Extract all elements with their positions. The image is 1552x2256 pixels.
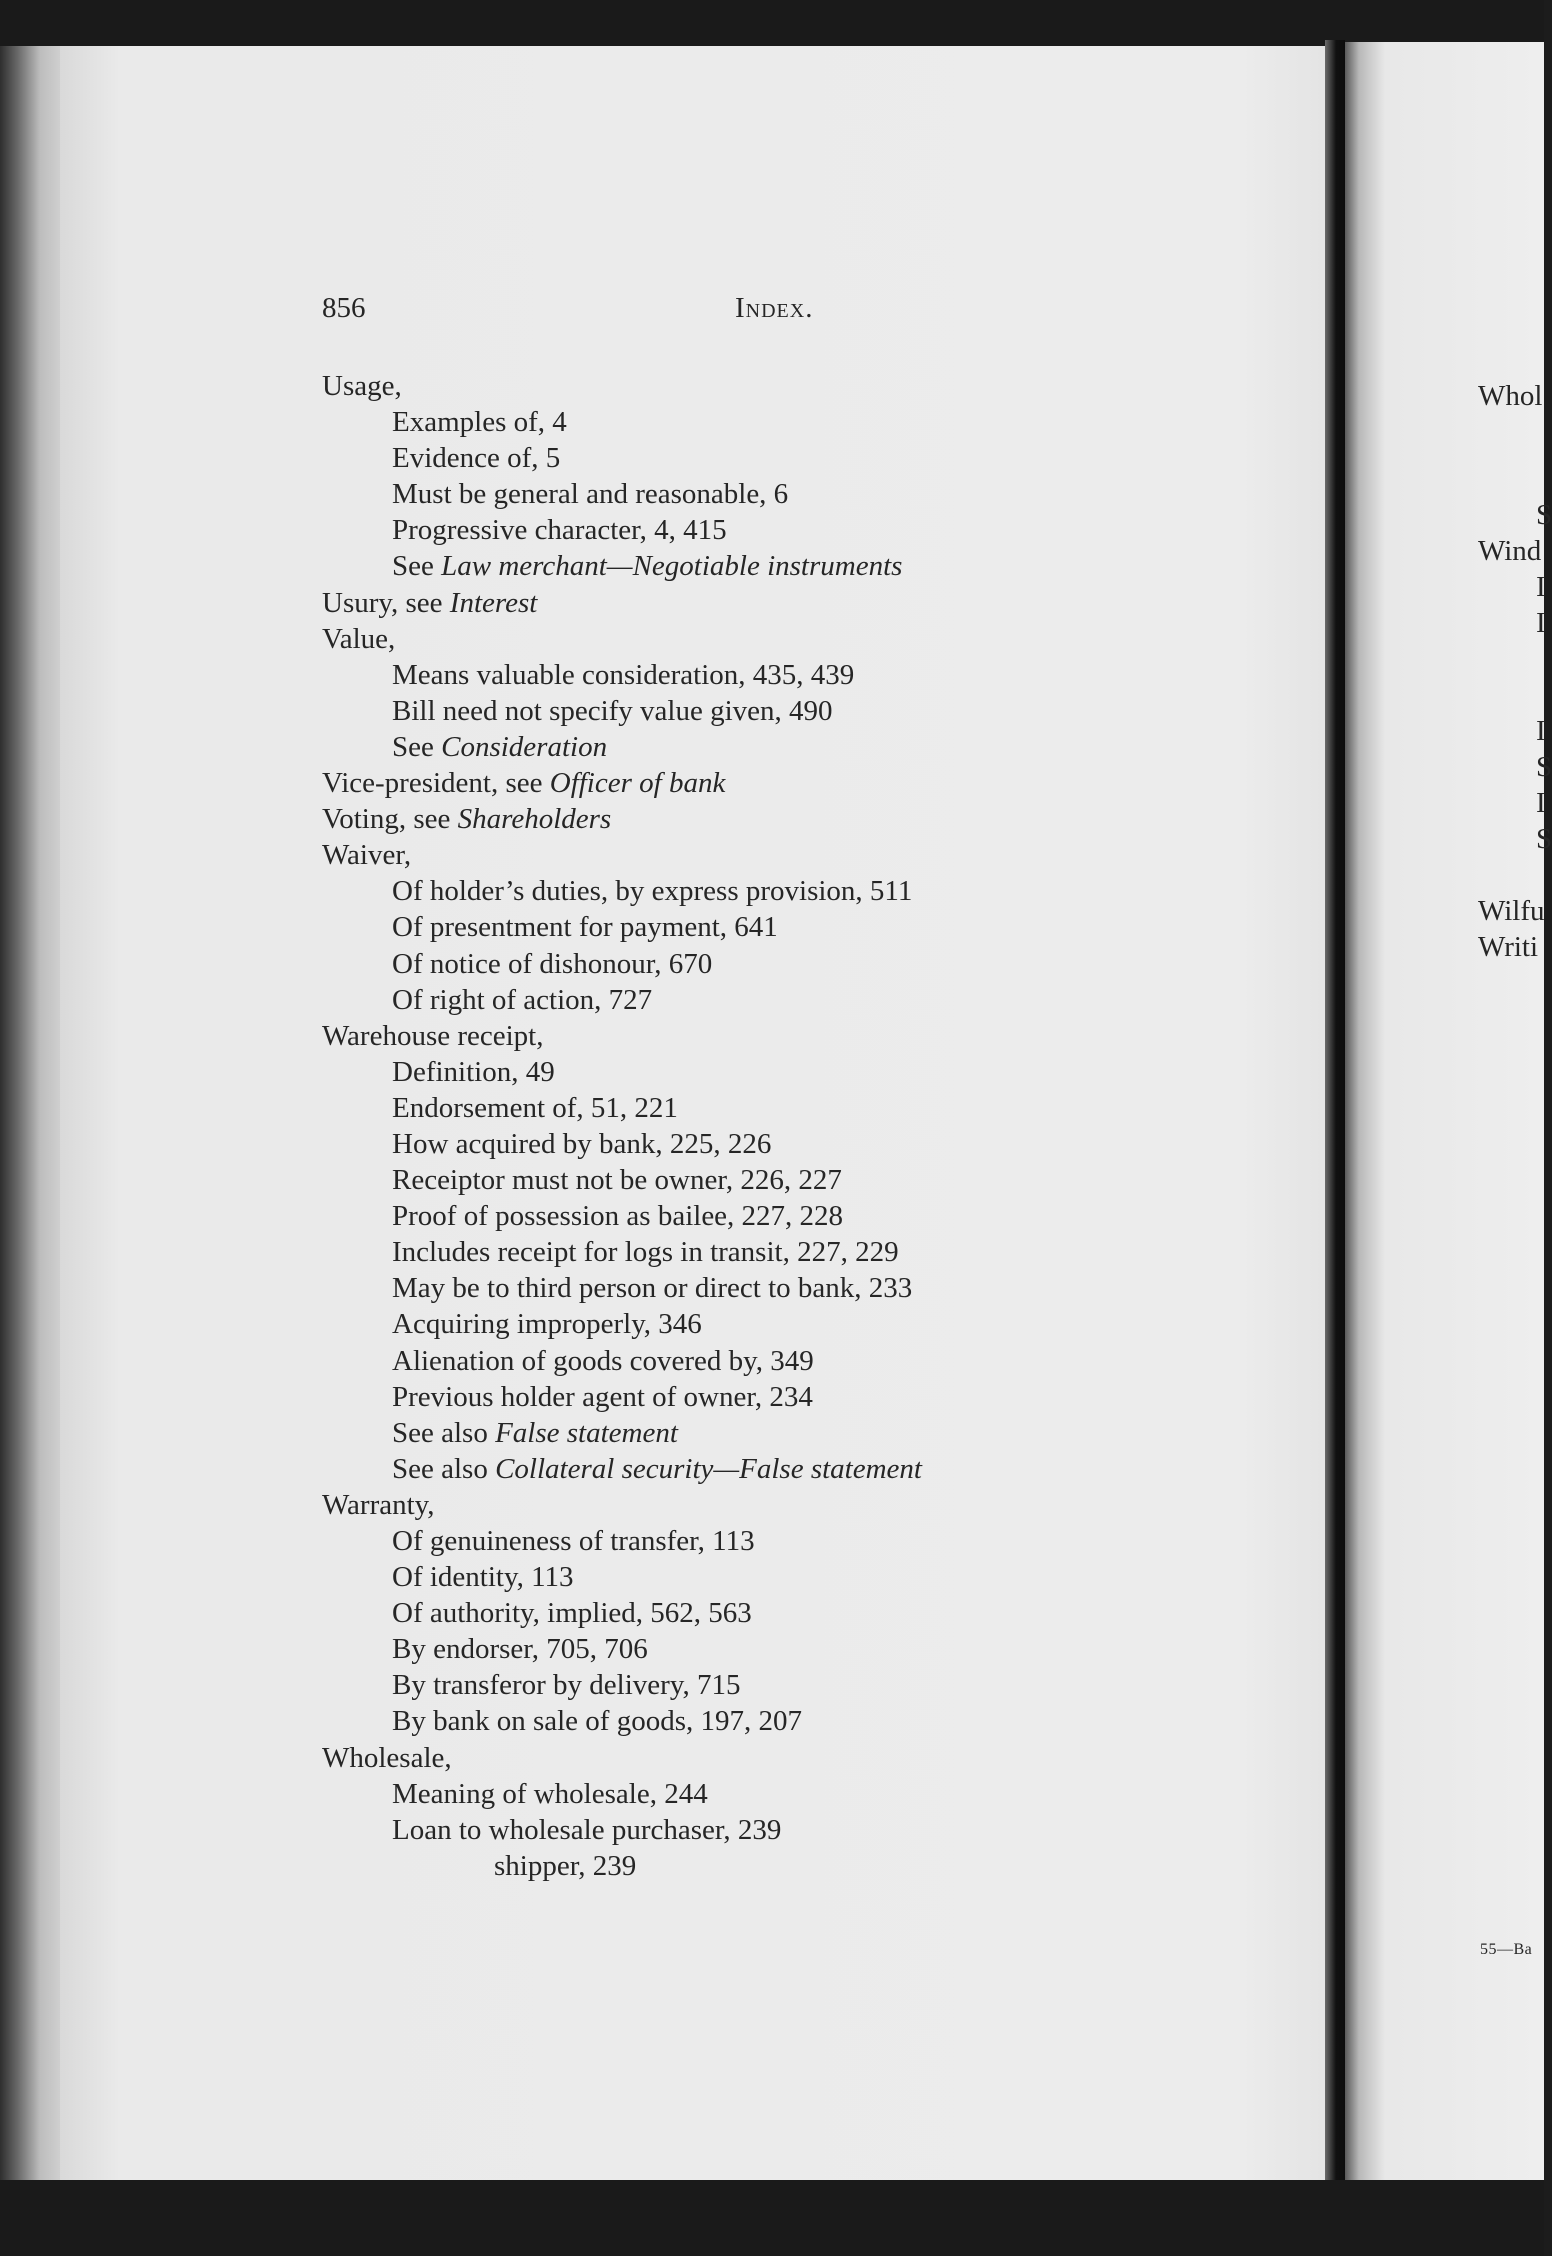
index-subentry	[322, 1595, 922, 1631]
entry-text: Voting, see	[322, 803, 458, 836]
index-subentry	[322, 1703, 922, 1739]
facing-page-fragment: Whol	[1478, 380, 1543, 412]
index-subentry	[322, 404, 922, 440]
index-heading	[322, 621, 922, 657]
entry-text: Includes receipt for logs in transit, 227, 229	[392, 1236, 899, 1269]
index-subentry	[322, 1126, 922, 1162]
cross-reference: Officer of bank	[549, 767, 726, 800]
cross-reference: Law merchant—Negotiable instruments	[441, 550, 903, 583]
index-subentry	[322, 440, 922, 476]
entry-text: Alienation of goods covered by, 349	[392, 1344, 814, 1377]
index-heading	[322, 368, 922, 404]
facing-page-fragments	[1478, 0, 1552, 2256]
index-subentry	[322, 1270, 922, 1306]
entry-text: Progressive character, 4, 415	[392, 514, 727, 547]
entry-text: Of holder’s duties, by express provision, 511	[392, 875, 913, 908]
facing-page-fragment: I	[1536, 571, 1546, 603]
entry-text: Warehouse receipt,	[322, 1019, 544, 1052]
index-subentry	[322, 1559, 922, 1595]
index-subentry	[322, 1234, 922, 1270]
index-subentry	[322, 1162, 922, 1198]
entry-text: Vice-president, see	[322, 767, 550, 800]
cross-reference: Interest	[449, 586, 538, 619]
index-subentry	[322, 1379, 922, 1415]
index-heading	[322, 1487, 922, 1523]
scanner-bottom-border	[0, 2180, 1544, 2256]
facing-page-fragment: 55—Ba	[1480, 1941, 1533, 1958]
entry-text: Proof of possession as bailee, 227, 228	[392, 1200, 844, 1233]
entry-text: Of notice of dishonour, 670	[392, 947, 713, 980]
entry-text: By endorser, 705, 706	[392, 1633, 648, 1666]
entry-text: How acquired by bank, 225, 226	[392, 1127, 772, 1160]
entry-text: See	[392, 730, 442, 763]
entry-text: Definition, 49	[392, 1055, 555, 1088]
entry-text: Bill need not specify value given, 490	[392, 694, 833, 727]
index-heading	[322, 1740, 922, 1776]
entry-text: See also	[392, 1452, 496, 1485]
index-subentry	[322, 1090, 922, 1126]
facing-page-fragment: S	[1536, 751, 1552, 783]
index-subentry	[322, 1198, 922, 1234]
index-subentry	[322, 1667, 922, 1703]
facing-page-fragment: S	[1536, 823, 1552, 855]
index-subentry	[322, 693, 922, 729]
entry-text: Value,	[322, 622, 396, 655]
index-heading	[322, 585, 922, 621]
entry-text: Acquiring improperly, 346	[392, 1308, 702, 1341]
index-heading	[322, 765, 922, 801]
cross-reference: Consideration	[441, 730, 608, 763]
entry-text: Usury, see	[322, 586, 450, 619]
scanner-top-border	[0, 0, 1544, 46]
entry-text: See	[392, 550, 442, 583]
entry-text: By transferor by delivery, 715	[392, 1669, 741, 1702]
entry-text: Receiptor must not be owner, 226, 227	[392, 1164, 842, 1197]
entry-text: Warranty,	[322, 1488, 435, 1521]
index-subentry	[322, 657, 922, 693]
index-subentry	[322, 729, 922, 765]
running-title: Index.	[735, 292, 814, 324]
index-subentry	[322, 909, 922, 945]
facing-page-fragment: I	[1536, 607, 1546, 639]
entry-text: Previous holder agent of owner, 234	[392, 1380, 813, 1413]
entry-text: Wholesale,	[322, 1741, 452, 1774]
entry-text: Meaning of wholesale, 244	[392, 1777, 708, 1810]
index-subentry	[322, 1343, 922, 1379]
entry-text: Of identity, 113	[392, 1561, 574, 1594]
facing-page-fragment: S	[1536, 499, 1552, 531]
entry-text: Examples of, 4	[392, 406, 567, 439]
entry-text: May be to third person or direct to bank, 233	[392, 1272, 913, 1305]
index-subentry	[322, 1812, 922, 1848]
index-subentry	[322, 873, 922, 909]
entry-text: Of right of action, 727	[392, 983, 653, 1016]
index-subentry	[322, 1415, 922, 1451]
index-subentry	[322, 982, 922, 1018]
index-subentry	[322, 1306, 922, 1342]
index-entries	[322, 368, 922, 1884]
index-subentry	[322, 1451, 922, 1487]
entry-text: Means valuable consideration, 435, 439	[392, 658, 855, 691]
entry-text: By bank on sale of goods, 197, 207	[392, 1705, 802, 1738]
cross-reference: Shareholders	[457, 803, 612, 836]
entry-text: Endorsement of, 51, 221	[392, 1091, 678, 1124]
entry-text: shipper, 239	[494, 1849, 637, 1882]
entry-text: Of presentment for payment, 641	[392, 911, 778, 944]
entry-text: Evidence of, 5	[392, 442, 561, 475]
index-subentry	[322, 548, 922, 584]
index-heading	[322, 801, 922, 837]
entry-text: See also	[392, 1416, 496, 1449]
entry-text: Of authority, implied, 562, 563	[392, 1597, 752, 1630]
entry-text: Of genuineness of transfer, 113	[392, 1525, 755, 1557]
index-subentry	[322, 476, 922, 512]
index-subentry	[322, 946, 922, 982]
index-subentry	[322, 512, 922, 548]
entry-text: Usage,	[322, 370, 402, 402]
facing-page-fragment: Writi	[1478, 931, 1539, 963]
index-subentry	[322, 1631, 922, 1667]
entry-text: Waiver,	[322, 839, 412, 872]
cross-reference: Collateral security—False statement	[495, 1452, 922, 1485]
index-heading	[322, 1018, 922, 1054]
index-subentry	[322, 1054, 922, 1090]
index-subentry	[322, 1776, 922, 1812]
cross-reference: False statement	[495, 1416, 678, 1449]
facing-page-fragment: I	[1536, 715, 1546, 747]
index-subentry	[322, 1523, 922, 1559]
book-gutter	[1325, 40, 1345, 2200]
facing-page-fragment: Wind	[1478, 535, 1542, 567]
index-subentry	[322, 1848, 922, 1884]
index-heading	[322, 837, 922, 873]
facing-page-fragment: Wilfu	[1478, 895, 1545, 927]
entry-text: Loan to wholesale purchaser, 239	[392, 1813, 782, 1846]
page-number: 856	[322, 292, 366, 324]
entry-text: Must be general and reasonable, 6	[392, 478, 789, 511]
facing-page-fragment: I	[1536, 787, 1546, 819]
